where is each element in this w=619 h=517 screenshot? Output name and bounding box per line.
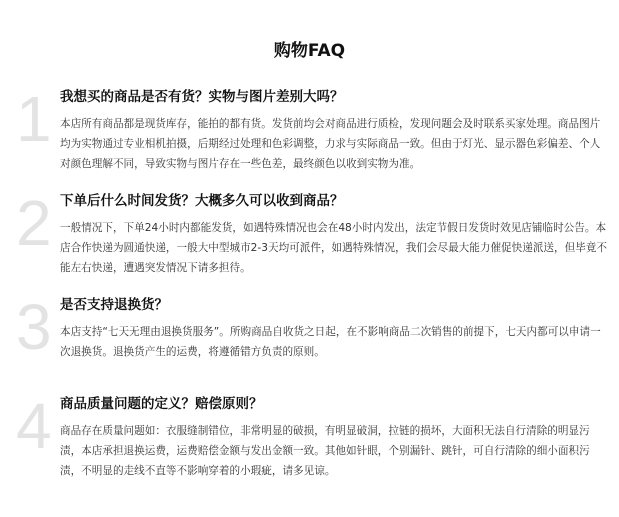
page-title: 购物FAQ (273, 41, 346, 61)
faq-question-4: 商品质量问题的定义？赔偿原则？ (60, 396, 263, 412)
faq-number-2: 2 (16, 187, 52, 259)
faq-question-1: 我想买的商品是否有货？实物与图片差别大吗？ (60, 89, 344, 105)
faq-answer-3: 本店支持“七天无理由退换货服务”。所购商品自收货之日起，在不影响商品二次销售的前提下，七天内都可以申请一次退换货。退换货产生的运费，将遵循错方负责的原则。 (60, 326, 601, 358)
faq-answer-1: 本店所有商品都是现货库存，能拍的都有货。发货前均会对商品进行质检，发现问题会及时联系买家处理。商品图片均为实物通过专业相机拍摄，后期经过处理和色彩调整，力求与实际商品一致。但由于灯光、显示器色彩偏差、个人对颜色理解不同，导致实物与图片存在一些色差，最终颜色以收到实物为准。 (60, 118, 601, 170)
faq-answer-2: 一般情况下，下单24小时内都能发货，如遇特殊情况也会在48小时内发出，法定节假日发货时效见店铺临时公告。本店合作快递为圆通快递，一般大中型城市2-3天均可派件，如遇特殊情况，我们会尽最大能力催促快递派送，但毕竟不能左右快递，遭遇突发情况下请多担待。 (60, 222, 607, 274)
faq-number-4: 4 (16, 390, 52, 462)
faq-number-3: 3 (16, 291, 52, 363)
faq-answer-4: 商品存在质量问题如：衣服缝制错位，非常明显的破损，有明显破洞，拉链的损坏，大面积无法自行清除的明显污渍，本店承担退换运费，运费赔偿金额与发出金额一致。其他如针眼，个别漏针、跳针，可自行清除的细小面积污渍，不明显的走线不直等不影响穿着的小瑕疵，请多见谅。 (60, 425, 590, 477)
faq-question-3: 是否支持退换货？ (60, 297, 168, 313)
faq-question-2: 下单后什么时间发货？大概多久可以收到商品？ (60, 193, 344, 209)
faq-number-1: 1 (16, 83, 52, 155)
